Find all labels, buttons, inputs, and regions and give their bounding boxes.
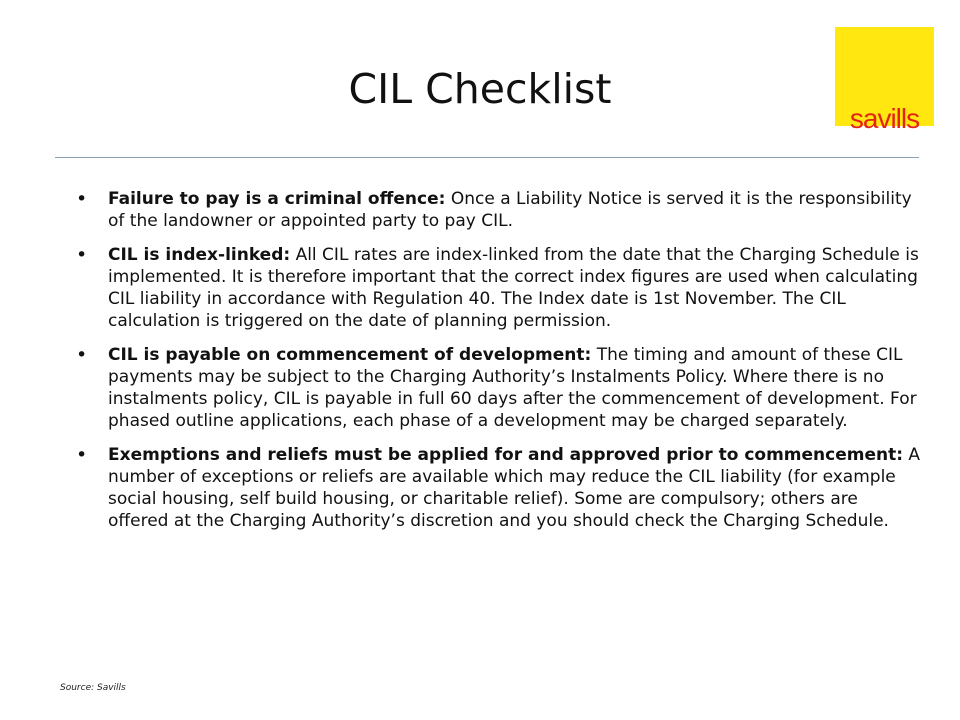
slide-title: CIL Checklist — [348, 65, 612, 113]
bullet-item-payable-on-commencement — [76, 344, 923, 432]
bullet-dot-icon: • — [76, 244, 88, 266]
bullet-item-index-linked — [76, 244, 923, 332]
bullet-lead: CIL is index-linked: — [108, 245, 291, 265]
title-divider — [55, 157, 919, 158]
bullet-text: All CIL rates are index-linked from the date that the Charging Schedule is implemented. It is therefore important that the correct index figures are used when calculating CIL liability in accordance with Regulation 40. The Index date is 1st November. The CIL calculation is triggered on the date of planning permission. — [108, 245, 919, 331]
savills-logo — [835, 27, 934, 134]
source-note: Source: Savills — [60, 683, 126, 693]
bullet-text: A number of exceptions or reliefs are available which may reduce the CIL liability (for example social housing, self build housing, or charitable relief). Some are compulsory; others are offered at the Charging Authority’s discretion and you should check the Charging Schedule. — [108, 445, 921, 531]
bullet-lead: Failure to pay is a criminal offence: — [108, 189, 446, 209]
checklist-bullets — [76, 188, 923, 544]
bullet-dot-icon: • — [76, 444, 88, 466]
bullet-lead: CIL is payable on commencement of development: — [108, 345, 592, 365]
bullet-item-exemptions-reliefs — [76, 444, 923, 532]
bullet-text: The timing and amount of these CIL payments may be subject to the Charging Authority’s Instalments Policy. Where there is no instalments policy, CIL is payable in full 60 days after the commencement of development. For phased outline applications, each phase of a development may be charged separately. — [108, 345, 917, 431]
savills-logo-text: savills — [849, 103, 920, 134]
bullet-item-failure-to-pay — [76, 188, 923, 232]
bullet-dot-icon: • — [76, 188, 88, 210]
bullet-lead: Exemptions and reliefs must be applied for and approved prior to commencement: — [108, 445, 904, 465]
bullet-dot-icon: • — [76, 344, 88, 366]
bullet-text: Once a Liability Notice is served it is the responsibility of the landowner or appointed party to pay CIL. — [108, 189, 912, 231]
